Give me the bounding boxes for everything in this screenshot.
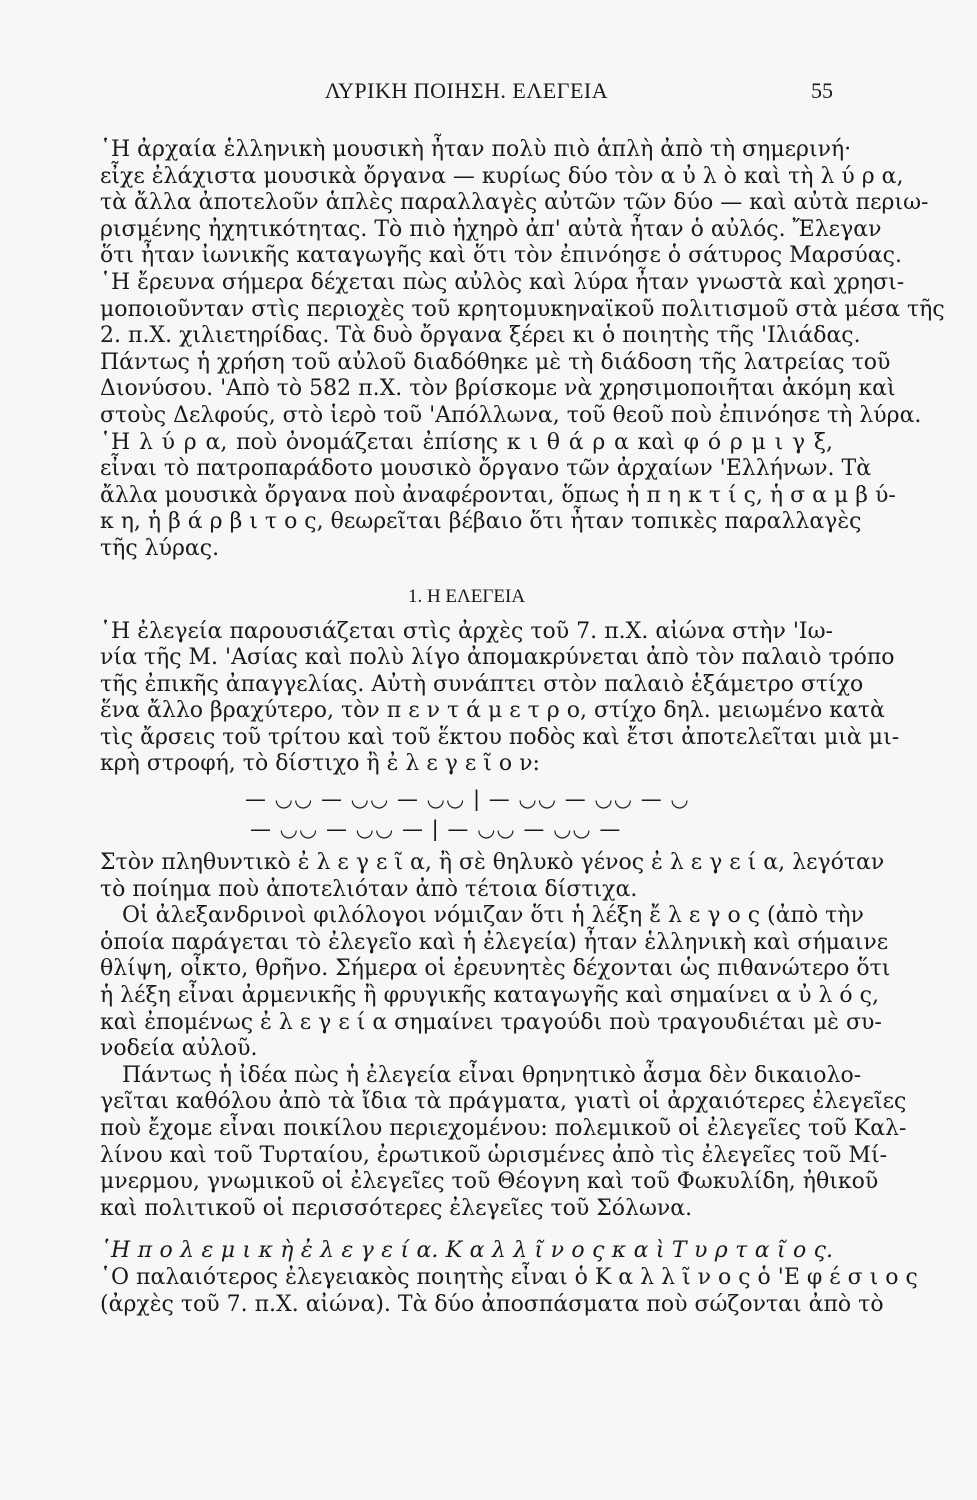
text-line: ῾Η ἀρχαία ἑλληνικὴ μουσικὴ ἦταν πολὺ πιὸ ἁπλὴ ἀπὸ τὴ σημερινή· [100, 137, 852, 162]
text-line: ὁποία παράγεται τὸ ἐλεγεῖο καὶ ἡ ἐλεγεία) ἦταν ἑλληνικὴ καὶ σήμαινε [100, 929, 889, 955]
text-line: ῾Η ἐλεγεία παρουσιάζεται στὶς ἀρχὲς τοῦ 7. π.Χ. αἰώνα στὴν 'Ιω- [100, 618, 833, 644]
page-header [100, 78, 833, 114]
text-line: καὶ πολιτικοῦ οἱ περισσότερες ἐλεγεῖες τοῦ Σόλωνα. [100, 1195, 693, 1221]
text-line: καὶ ἐπομένως ἐ λ ε γ ε ί α σημαίνει τραγούδι ποὺ τραγουδιέται μὲ συ- [100, 1009, 882, 1035]
text-line: ἕνα ἄλλο βραχύτερο, τὸν π ε ν τ ά μ ε τ ρ ο, στίχο δηλ. μειωμένο κατὰ [100, 698, 885, 724]
paragraph-5 [100, 1062, 907, 1223]
text-line: τὶς ἄρσεις τοῦ τρίτου καὶ τοῦ ἕκτου ποδὸς καὶ ἔτσι ἀποτελεῖται μιὰ μι- [100, 724, 900, 750]
meter-line-hexameter: — ◡◡ — ◡◡ — ◡◡ | — ◡◡ — ◡◡ — ◡ [245, 787, 690, 812]
paragraph-3 [100, 850, 885, 903]
text-line: ποὺ ἔχομε εἶναι ποικίλου περιεχομένου: πολεμικοῦ οἱ ἐλεγεῖες τοῦ Καλ- [100, 1116, 907, 1141]
paragraph-1 [100, 137, 945, 563]
meter-scheme [100, 784, 833, 844]
text-line: (ἀρχὲς τοῦ 7. π.Χ. αἰώνα). Τὰ δύο ἀποσπάσματα ποὺ σώζονται ἀπὸ τὸ [100, 1291, 884, 1317]
paragraph-4 [100, 903, 891, 1063]
page-body [100, 137, 945, 1318]
text-line: ὅτι ἦταν ἰωνικῆς καταγωγῆς καὶ ὅτι τὸν ἐπινόησε ὁ σάτυρος Μαρσύας. [100, 243, 902, 269]
text-line: τῆς ἐπικῆς ἀπαγγελίας. Αὐτὴ συνάπτει στὸν παλαιὸ ἑξάμετρο στίχο [100, 671, 864, 697]
text-line: ῾Η λ ύ ρ α, ποὺ ὀνομάζεται ἐπίσης κ ι θ ά ρ α καὶ φ ό ρ μ ι γ ξ, [100, 429, 833, 455]
text-line: εἶναι τὸ πατροπαράδοτο μουσικὸ ὄργανο τῶν ἀρχαίων 'Ελλήνων. Τὰ [100, 456, 872, 482]
text-line: νοδεία αὐλοῦ. [100, 1036, 258, 1062]
text-line: ἄλλα μουσικὰ ὄργανα ποὺ ἀναφέρονται, ὅπως ἡ π η κ τ ί ς, ἡ σ α μ β ύ- [100, 482, 896, 508]
text-line: ῾Η ἔρευνα σήμερα δέχεται πὼς αὐλὸς καὶ λύρα ἦταν γνωστὰ καὶ χρησι- [100, 269, 905, 295]
running-head: ΛΥΡΙΚΗ ΠΟΙΗΣΗ. ΕΛΕΓΕΙΑ [324, 78, 609, 103]
text-line: Πάντως ἡ χρήση τοῦ αὐλοῦ διαδόθηκε μὲ τὴ διάδοση τῆς λατρείας τοῦ [100, 349, 891, 375]
text-line: Διονύσου. 'Απὸ τὸ 582 π.Χ. τὸν βρίσκομε νὰ χρησιμοποιῆται ἀκόμη καὶ [100, 376, 896, 402]
paragraph-6 [100, 1264, 918, 1318]
text-line: μνερμου, γνωμικοῦ οἱ ἐλεγεῖες τοῦ Θέογνη καὶ τοῦ Φωκυλίδη, ἠθικοῦ [100, 1169, 879, 1195]
text-line: εἶχε ἐλάχιστα μουσικὰ ὄργανα — κυρίως δύο τὸν α ὐ λ ὸ καὶ τὴ λ ύ ρ α, [100, 163, 904, 189]
text-line: λίνου καὶ τοῦ Τυρταίου, ἐρωτικοῦ ὡρισμένες ἀπὸ τὶς ἐλεγεῖες τοῦ Μί- [100, 1142, 888, 1168]
text-line: θλίψη, οἶκτο, θρῆνο. Σήμερα οἱ ἐρευνητὲς δέχονται ὡς πιθανώτερο ὅτι [100, 956, 891, 982]
text-line: Στὸν πληθυντικὸ ἐ λ ε γ ε ῖ α, ἢ σὲ θηλυκὸ γένος ἐ λ ε γ ε ί α, λεγόταν [100, 850, 885, 876]
page-number: 55 [811, 78, 833, 103]
subheading: ῾Η π ο λ ε μ ι κ ὴ ἐ λ ε γ ε ί α. Κ α λ λ ῖ ν ο ς κ α ὶ Τ υ ρ τ α ῖ ο ς. [100, 1238, 833, 1264]
text-line: ἡ λέξη εἶναι ἀρμενικῆς ἢ φρυγικῆς καταγωγῆς καὶ σημαίνει α ὐ λ ό ς, [100, 983, 879, 1009]
text-line: στοὺς Δελφούς, στὸ ἱερὸ τοῦ 'Απόλλωνα, τοῦ θεοῦ ποὺ ἐπινόησε τὴ λύρα. [100, 402, 922, 428]
text-line: ῾Ο παλαιότερος ἐλεγειακὸς ποιητὴς εἶναι ὁ Κ α λ λ ῖ ν ο ς ὁ 'Ε φ έ σ ι ο ς [100, 1264, 918, 1290]
section-title: 1. Η ΕΛΕΓΕΙΑ [407, 585, 526, 607]
meter-line-pentameter: — ◡◡ — ◡◡ — | — ◡◡ — ◡◡ — [250, 817, 622, 842]
text-line: ρισμένης ἠχητικότητας. Τὸ πιὸ ἠχηρὸ ἀπ' αὐτὰ ἦταν ὁ αὐλός. Ἔλεγαν [100, 216, 882, 242]
text-line: τὸ ποίημα ποὺ ἀποτελιόταν ἀπὸ τέτοια δίστιχα. [100, 876, 638, 902]
spacer [100, 1222, 833, 1238]
text-line: μοποιοῦνταν στὶς περιοχὲς τοῦ κρητομυκηναϊκοῦ πολιτισμοῦ στὰ μέσα τῆς [100, 296, 945, 322]
text-line: τῆς λύρας. [100, 535, 220, 561]
text-line: γεῖται καθόλου ἀπὸ τὰ ἴδια τὰ πράγματα, γιατὶ οἱ ἀρχαιότερες ἐλεγεῖες [100, 1089, 907, 1115]
text-line: Οἱ ἀλεξανδρινοὶ φιλόλογοι νόμιζαν ὅτι ἡ λέξη ἔ λ ε γ ο ς (ἀπὸ τὴν [122, 903, 864, 929]
text-line: κρὴ στροφή, τὸ δίστιχο ἢ ἐ λ ε γ ε ῖ ο ν: [100, 751, 540, 777]
text-line: κ η, ἡ β ά ρ β ι τ ο ς, θεωρεῖται βέβαιο ὅτι ἦταν τοπικὲς παραλλαγὲς [100, 509, 862, 535]
text-line: τὰ ἄλλα ἀποτελοῦν ἁπλὲς παραλλαγὲς αὐτῶν τῶν δύο — καὶ αὐτὰ περιω- [100, 190, 929, 216]
text-line: Πάντως ἡ ἰδέα πὼς ἡ ἐλεγεία εἶναι θρηνητικὸ ἆσμα δὲν δικαιολο- [122, 1062, 862, 1088]
text-line: νία τῆς Μ. 'Ασίας καὶ πολὺ λίγο ἀπομακρύνεται ἀπὸ τὸν παλαιὸ τρόπο [100, 645, 895, 671]
text-line: 2. π.Χ. χιλιετηρίδας. Τὰ δυὸ ὄργανα ξέρει κι ὁ ποιητὴς τῆς 'Ιλιάδας. [100, 323, 861, 349]
paragraph-2 [100, 618, 900, 779]
